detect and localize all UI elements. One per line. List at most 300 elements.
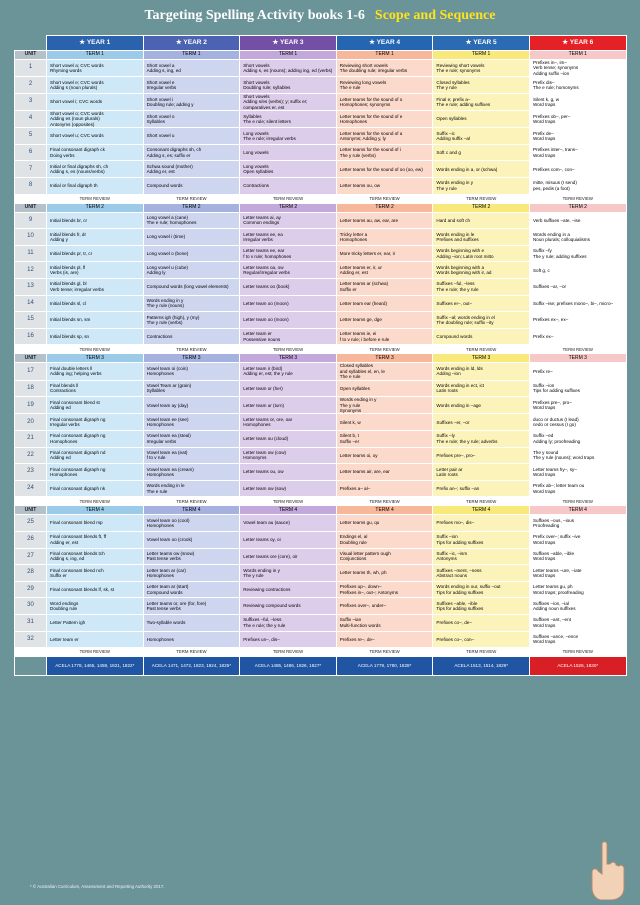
unit-cell: Letter teams gu, qu bbox=[336, 515, 433, 532]
term-label: TERM 4 bbox=[240, 506, 337, 515]
unit-cell: Tricky letter a Homophones bbox=[336, 229, 433, 246]
unit-cell: Suffixes –ant, –ent Word traps bbox=[529, 614, 626, 631]
unit-row bbox=[15, 312, 627, 329]
year-header-5: ★ YEAR 5 bbox=[433, 36, 530, 51]
unit-cell: Long vowels Open syllables bbox=[240, 161, 337, 178]
term-review-row bbox=[15, 345, 627, 354]
unit-cell: Letter teams ee, ear f to v rule; homophones bbox=[240, 245, 337, 262]
unit-cell: duco or ductus (I lead) cedo or cessus (I go) bbox=[529, 414, 626, 431]
unit-cell: Closed syllables The y rule bbox=[433, 77, 530, 94]
term-label: TERM 3 bbox=[143, 354, 240, 363]
unit-row bbox=[15, 397, 627, 414]
unit-cell: Words beginning with a Words beginning with ir, ad bbox=[433, 262, 530, 279]
unit-cell: Silent k, w bbox=[336, 414, 433, 431]
unit-cell: Short vowel a; CVC words Rhyming words bbox=[47, 60, 144, 77]
unit-number: 2 bbox=[15, 77, 47, 94]
term-header-row bbox=[15, 354, 627, 363]
unit-number: 15 bbox=[15, 312, 47, 329]
unit-cell: Suffixes –able, –ible Word traps bbox=[529, 548, 626, 565]
unit-cell: Short vowel o; CVC words Adding es (noun plurals) Antonyms (opposites) bbox=[47, 111, 144, 128]
term-review-label: TERM REVIEW bbox=[143, 648, 240, 657]
unit-row bbox=[15, 380, 627, 397]
unit-label: UNIT bbox=[15, 51, 47, 60]
unit-row bbox=[15, 229, 627, 246]
unit-cell: Letter teams ge, dge bbox=[336, 312, 433, 329]
unit-cell: Letter pair ar Latin roots bbox=[433, 464, 530, 481]
unit-number: 18 bbox=[15, 380, 47, 397]
unit-cell: Suffixes –ful, –less The e rule; the y rule bbox=[240, 614, 337, 631]
unit-cell: Consonant digraphs sh, ch Adding s, es; suffix er bbox=[143, 144, 240, 161]
unit-cell: Silent k, g, w Word traps bbox=[529, 93, 626, 110]
unit-cell: Suffixes –ance, –ence Word traps bbox=[529, 631, 626, 648]
pointing-hand-icon bbox=[588, 840, 628, 900]
term-review-label: TERM REVIEW bbox=[529, 345, 626, 354]
unit-row bbox=[15, 548, 627, 565]
unit-number: 24 bbox=[15, 480, 47, 497]
unit-cell: Syllables The e rule; silent letters bbox=[240, 111, 337, 128]
unit-cell: Letter Pattern igh bbox=[47, 614, 144, 631]
unit-cell: Reviewing short vowels The e rule; synonyms bbox=[433, 60, 530, 77]
acela-code: ACELA 1485, 1486, 1826, 1827* bbox=[240, 657, 337, 676]
term-review-row bbox=[15, 648, 627, 657]
unit-cell: Prefixes co–, con– bbox=[433, 631, 530, 648]
term-review-label: TERM REVIEW bbox=[240, 345, 337, 354]
unit-cell: Letter teams ow (snow) Past tense verbs bbox=[143, 548, 240, 565]
unit-row bbox=[15, 178, 627, 195]
unit-cell: Suffix –ic, –ism Antonyms bbox=[433, 548, 530, 565]
unit-cell: Letter teams ai, ay Common endings bbox=[240, 212, 337, 229]
term-header-row bbox=[15, 203, 627, 212]
unit-cell: Words ending in le Prefixes and suffixes bbox=[433, 229, 530, 246]
unit-cell: Letter team ur (turn) bbox=[240, 397, 337, 414]
unit-cell: Final consonant blend nch Suffix er bbox=[47, 565, 144, 582]
unit-cell: Letter team er Possessive nouns bbox=[240, 328, 337, 345]
term-review-label: TERM REVIEW bbox=[240, 497, 337, 506]
unit-cell: Homophones bbox=[143, 631, 240, 648]
unit-cell: Letter team ar (start) Compound words bbox=[143, 581, 240, 598]
term-label: TERM 2 bbox=[47, 203, 144, 212]
title-highlight: Scope and Sequence bbox=[374, 8, 496, 23]
unit-number: 13 bbox=[15, 279, 47, 296]
unit-cell: The y sound The y rule (nouns); word traps bbox=[529, 447, 626, 464]
unit-cell: Prefixes inter–, trans– Word traps bbox=[529, 144, 626, 161]
unit-cell: Short vowel u; CVC words bbox=[47, 128, 144, 145]
footnote: * © Australian Curriculum, Assessment and Reporting Authority 2017. bbox=[30, 884, 165, 889]
unit-cell: Letter teams for the sound of i The y rule (verbs) bbox=[336, 144, 433, 161]
unit-cell: Contractions bbox=[240, 178, 337, 195]
unit-cell: Letter teams –ure, –iate Word traps bbox=[529, 565, 626, 582]
unit-cell: Final consonant digraph ng Homophones bbox=[47, 431, 144, 448]
unit-cell: Words ending in y The y rule (nouns) bbox=[143, 295, 240, 312]
term-label: TERM 1 bbox=[47, 51, 144, 60]
unit-cell: Silent b, t Suffix –er bbox=[336, 431, 433, 448]
unit-number: 29 bbox=[15, 581, 47, 598]
unit-cell: Initial or final digraph th bbox=[47, 178, 144, 195]
unit-cell: More tricky letters er, ear, ir bbox=[336, 245, 433, 262]
unit-cell: Short vowels Adding s, es (nouns); adding ing, ed (verbs) bbox=[240, 60, 337, 77]
unit-row bbox=[15, 581, 627, 598]
unit-cell: Reviewing compound words bbox=[240, 598, 337, 615]
term-review-label: TERM REVIEW bbox=[143, 194, 240, 203]
unit-number: 21 bbox=[15, 431, 47, 448]
unit-number: 17 bbox=[15, 363, 47, 380]
unit-cell: Prefixes pre–, pro– Word traps bbox=[529, 397, 626, 414]
term-review-label: TERM REVIEW bbox=[433, 194, 530, 203]
unit-cell: Open syllables bbox=[433, 111, 530, 128]
unit-cell: Words ending in y The y rule bbox=[433, 178, 530, 195]
unit-number: 23 bbox=[15, 464, 47, 481]
unit-cell: Suffix –ly The e rule; the y rule; adverbs bbox=[433, 431, 530, 448]
unit-row bbox=[15, 363, 627, 380]
term-label: TERM 3 bbox=[47, 354, 144, 363]
unit-cell: Words ending in a, or (schwa) bbox=[433, 161, 530, 178]
unit-cell: Prefix de– Word traps bbox=[529, 128, 626, 145]
unit-label: UNIT bbox=[15, 354, 47, 363]
year-header-3: ★ YEAR 3 bbox=[240, 36, 337, 51]
unit-cell: Suffix –ion Tips for adding suffixes bbox=[433, 531, 530, 548]
unit-cell: Final consonant blends ft, ff Adding er, est bbox=[47, 531, 144, 548]
unit-cell: Letter team oo (moon) bbox=[240, 312, 337, 329]
unit-label: UNIT bbox=[15, 203, 47, 212]
review-spacer bbox=[15, 345, 47, 354]
acela-spacer bbox=[15, 657, 47, 676]
unit-cell: Initial or final digraphs sh, ch Adding s, es (nouns/verbs) bbox=[47, 161, 144, 178]
unit-cell: Word endings Doubling rule bbox=[47, 598, 144, 615]
unit-cell: Open syllables bbox=[336, 380, 433, 397]
unit-row bbox=[15, 262, 627, 279]
unit-cell: Suffixes –er, –or bbox=[433, 414, 530, 431]
unit-cell: Letter teams gu, ph Word traps; proofreading bbox=[529, 581, 626, 598]
unit-cell: Final consonant blend mp bbox=[47, 515, 144, 532]
unit-cell: Final e; prefix a– The e rule; adding suffixes bbox=[433, 93, 530, 110]
unit-cell: Letter team ear (heard) bbox=[336, 295, 433, 312]
unit-cell: Suffixes –ion, –ial Adding noun suffixes bbox=[529, 598, 626, 615]
unit-cell: Vowel Team ar (grain) Syllables bbox=[143, 380, 240, 397]
unit-cell: Short vowel i Doubling rule; adding y bbox=[143, 93, 240, 110]
term-label: TERM 2 bbox=[143, 203, 240, 212]
unit-cell: Letter team ow (sow) bbox=[240, 480, 337, 497]
unit-cell: Short vowel e Irregular verbs bbox=[143, 77, 240, 94]
year-header-2: ★ YEAR 2 bbox=[143, 36, 240, 51]
unit-row bbox=[15, 328, 627, 345]
term-label: TERM 2 bbox=[336, 203, 433, 212]
term-label: TERM 1 bbox=[336, 51, 433, 60]
unit-cell: Final consonant digraph nk bbox=[47, 480, 144, 497]
unit-number: 28 bbox=[15, 565, 47, 582]
unit-cell: Letter teams hy–, sy– Word traps bbox=[529, 464, 626, 481]
unit-cell: Soft c and g bbox=[433, 144, 530, 161]
unit-cell: Long vowel i (time) bbox=[143, 229, 240, 246]
unit-cell: Initial blends pl, fl Verbs (is, are) bbox=[47, 262, 144, 279]
term-review-label: TERM REVIEW bbox=[143, 497, 240, 506]
unit-number: 32 bbox=[15, 631, 47, 648]
unit-cell: Vowel team oi (coin) Homophones bbox=[143, 363, 240, 380]
unit-cell: Soft g, c bbox=[529, 262, 626, 279]
unit-cell: Letter team or (her) bbox=[240, 380, 337, 397]
unit-cell: Suffixes –ment, –ness Abstract nouns bbox=[433, 565, 530, 582]
unit-cell: Reviewing long vowels The e rule bbox=[336, 77, 433, 94]
unit-cell: Short vowel u bbox=[143, 128, 240, 145]
unit-cell: Suffix –ic Adding suffix –al bbox=[433, 128, 530, 145]
unit-cell: Vowel team ea (steal) Irregular verbs bbox=[143, 431, 240, 448]
unit-cell: Prefixes ex–, ex– bbox=[529, 312, 626, 329]
term-label: TERM 3 bbox=[336, 354, 433, 363]
year-header-4: ★ YEAR 4 bbox=[336, 36, 433, 51]
unit-cell: Prefix over–; suffix –ive Word traps bbox=[529, 531, 626, 548]
unit-cell: Initial blends sn, sm bbox=[47, 312, 144, 329]
unit-cell: Long vowel u (cube) Adding ly bbox=[143, 262, 240, 279]
unit-number: 3 bbox=[15, 93, 47, 110]
unit-cell: Initial blends pr, tr, cr bbox=[47, 245, 144, 262]
term-review-label: TERM REVIEW bbox=[336, 648, 433, 657]
unit-cell: Letter teams th, wh, ph bbox=[336, 565, 433, 582]
unit-cell: Suffixes er–, out– bbox=[433, 295, 530, 312]
term-review-row bbox=[15, 497, 627, 506]
term-review-label: TERM REVIEW bbox=[433, 345, 530, 354]
unit-cell: Closed syllables and syllables el, en, le The e rule bbox=[336, 363, 433, 380]
unit-cell: Hard and soft ch bbox=[433, 212, 530, 229]
unit-cell: Prefixes com–, con– bbox=[529, 161, 626, 178]
unit-row bbox=[15, 144, 627, 161]
unit-cell: Prefixes in–, im– Verb tense; synonyms Adding suffix –ion bbox=[529, 60, 626, 77]
unit-cell: Reviewing short vowels The doubling rule; irregular verbs bbox=[336, 60, 433, 77]
year-header-row bbox=[15, 36, 627, 51]
unit-cell: Prefixes up–, down– Prefixes in–, out–; Antonyms bbox=[336, 581, 433, 598]
unit-cell: Final consonant blend st Adding ed bbox=[47, 397, 144, 414]
term-label: TERM 1 bbox=[433, 51, 530, 60]
unit-number: 16 bbox=[15, 328, 47, 345]
term-label: TERM 3 bbox=[529, 354, 626, 363]
unit-cell: Letter teams ou, ow bbox=[336, 178, 433, 195]
unit-cell: Words ending in –age bbox=[433, 397, 530, 414]
unit-cell: Contractions bbox=[143, 328, 240, 345]
year-header-6: ★ YEAR 6 bbox=[529, 36, 626, 51]
unit-cell: Vowel team oo (crook) bbox=[143, 531, 240, 548]
unit-cell: Letter teams ee, ea Irregular verbs bbox=[240, 229, 337, 246]
unit-row bbox=[15, 128, 627, 145]
unit-cell: Schwa sound (mother) Adding er, est bbox=[143, 161, 240, 178]
term-review-label: TERM REVIEW bbox=[240, 194, 337, 203]
term-review-label: TERM REVIEW bbox=[529, 648, 626, 657]
unit-cell: Words ending in ect, ict Latin roots bbox=[433, 380, 530, 397]
unit-cell: Suffix –ian Multi-function words bbox=[336, 614, 433, 631]
unit-number: 6 bbox=[15, 144, 47, 161]
unit-row bbox=[15, 614, 627, 631]
unit-cell: Letter teams au, aw, ear, are bbox=[336, 212, 433, 229]
unit-cell: Final consonant digraph ng Homophones bbox=[47, 464, 144, 481]
unit-cell: Letter teams for the sound of e Homophones bbox=[336, 111, 433, 128]
unit-cell: Prefix dis– The e rule; homonyms bbox=[529, 77, 626, 94]
unit-cell: Suffixes –ous, –ious Proofreading bbox=[529, 515, 626, 532]
unit-cell: Final consonant blends tch Adding s, ing, ed bbox=[47, 548, 144, 565]
term-label: TERM 4 bbox=[336, 506, 433, 515]
unit-cell: Final consonant digraph ck Doing verbs bbox=[47, 144, 144, 161]
term-label: TERM 4 bbox=[143, 506, 240, 515]
unit-cell: Final blends ll Contractions bbox=[47, 380, 144, 397]
unit-cell: Compound words bbox=[143, 178, 240, 195]
term-header-row bbox=[15, 506, 627, 515]
unit-row bbox=[15, 431, 627, 448]
unit-cell: Words ending in y The y rule Synonyms bbox=[336, 397, 433, 414]
term-label: TERM 1 bbox=[240, 51, 337, 60]
term-review-label: TERM REVIEW bbox=[336, 497, 433, 506]
unit-cell: Suffix –ise; prefixes mono–, bi–, micro– bbox=[529, 295, 626, 312]
unit-cell: Vowel team oo (cool) Homophones bbox=[143, 515, 240, 532]
header-corner bbox=[15, 36, 47, 51]
unit-cell: Prefixes co–, de– bbox=[433, 614, 530, 631]
unit-cell: Initial blends br, cr bbox=[47, 212, 144, 229]
unit-row bbox=[15, 565, 627, 582]
unit-cell: Patterns igh (high), y (my) The y rule (verbs) bbox=[143, 312, 240, 329]
term-label: TERM 2 bbox=[433, 203, 530, 212]
review-spacer bbox=[15, 497, 47, 506]
term-review-label: TERM REVIEW bbox=[433, 648, 530, 657]
unit-cell: Short vowels Doubling rule; syllables bbox=[240, 77, 337, 94]
unit-number: 7 bbox=[15, 161, 47, 178]
unit-number: 19 bbox=[15, 397, 47, 414]
unit-cell: Prefixes pre–, pro– bbox=[433, 447, 530, 464]
unit-cell: Short vowels Adding s/es (verbs); y; suffix er; comparatives er, est bbox=[240, 93, 337, 110]
unit-number: 14 bbox=[15, 295, 47, 312]
term-review-label: TERM REVIEW bbox=[47, 345, 144, 354]
unit-number: 31 bbox=[15, 614, 47, 631]
unit-row bbox=[15, 414, 627, 431]
acela-code: ACELA 1513, 1514, 1829* bbox=[433, 657, 530, 676]
unit-cell: Prefixes a– al– bbox=[336, 480, 433, 497]
unit-cell: Compound words (long vowel elements) bbox=[143, 279, 240, 296]
unit-cell: Reviewing contractions bbox=[240, 581, 337, 598]
unit-cell: Letter teams oo (book) bbox=[240, 279, 337, 296]
review-spacer bbox=[15, 194, 47, 203]
unit-cell: Final consonant blends lf, sk, st bbox=[47, 581, 144, 598]
unit-cell: Short vowel i; CVC words bbox=[47, 93, 144, 110]
unit-cell: Short vowel o Syllables bbox=[143, 111, 240, 128]
review-spacer bbox=[15, 648, 47, 657]
term-review-label: TERM REVIEW bbox=[47, 648, 144, 657]
unit-cell: Long vowels bbox=[240, 144, 337, 161]
unit-cell: Initial blends sl, cl bbox=[47, 295, 144, 312]
term-review-row bbox=[15, 194, 627, 203]
unit-cell: Letter teams ore (core), oir bbox=[240, 548, 337, 565]
year-header-1: ★ YEAR 1 bbox=[47, 36, 144, 51]
unit-cell: Two-syllable words bbox=[143, 614, 240, 631]
unit-cell: Final consonant digraph ng Irregular verbs bbox=[47, 414, 144, 431]
unit-cell: Prefix re– bbox=[529, 363, 626, 380]
unit-row bbox=[15, 60, 627, 77]
unit-cell: Suffixes –ar, –or bbox=[529, 279, 626, 296]
unit-cell: Long vowels The e rule; irregular verbs bbox=[240, 128, 337, 145]
unit-cell: Suffixes –ful, –less The e rule; the y rule bbox=[433, 279, 530, 296]
unit-cell: Long vowel a (cane) The e rule; homophones bbox=[143, 212, 240, 229]
unit-cell: mitte, misuus (I send) pes, pedis (a foot) bbox=[529, 178, 626, 195]
unit-row bbox=[15, 93, 627, 110]
unit-number: 4 bbox=[15, 111, 47, 128]
unit-cell: Words ending in le The e rule bbox=[143, 480, 240, 497]
term-review-label: TERM REVIEW bbox=[143, 345, 240, 354]
unit-row bbox=[15, 279, 627, 296]
unit-cell: Suffix –al; words ending in el The doubling rule; suffix –ity bbox=[433, 312, 530, 329]
unit-number: 26 bbox=[15, 531, 47, 548]
unit-row bbox=[15, 515, 627, 532]
unit-cell: Letter teams oi, oy bbox=[336, 447, 433, 464]
unit-cell: Letter team ir (bird) Adding er, est; the y rule bbox=[240, 363, 337, 380]
unit-cell: Initial blends fr, dr Adding y bbox=[47, 229, 144, 246]
unit-row bbox=[15, 464, 627, 481]
unit-cell: Words ending in ld, lds Adding –ion bbox=[433, 363, 530, 380]
unit-row bbox=[15, 447, 627, 464]
unit-number: 20 bbox=[15, 414, 47, 431]
unit-cell: Letter team er bbox=[47, 631, 144, 648]
unit-row bbox=[15, 480, 627, 497]
unit-cell: Letter teams or, ore, oar Homophones bbox=[240, 414, 337, 431]
unit-row bbox=[15, 245, 627, 262]
term-review-label: TERM REVIEW bbox=[529, 497, 626, 506]
unit-cell: Endings el, al Doubling rule bbox=[336, 531, 433, 548]
unit-cell: Letter teams for the sound of o Homophones; synonyms bbox=[336, 93, 433, 110]
unit-cell: Letter teams er, ir, ur Adding er, est bbox=[336, 262, 433, 279]
unit-row bbox=[15, 598, 627, 615]
unit-cell: Letter teams ie, ei f to v rule; i before e rule bbox=[336, 328, 433, 345]
unit-cell: Prefixes re–, de– bbox=[336, 631, 433, 648]
unit-number: 1 bbox=[15, 60, 47, 77]
unit-cell: Prefixes mo–, dis– bbox=[433, 515, 530, 532]
unit-cell: Letter teams or, ore (for, fore) Past tense verbs bbox=[143, 598, 240, 615]
unit-cell: Letter teams ar (schwa) Suffix er bbox=[336, 279, 433, 296]
term-label: TERM 3 bbox=[240, 354, 337, 363]
unit-number: 10 bbox=[15, 229, 47, 246]
unit-number: 25 bbox=[15, 515, 47, 532]
unit-label: UNIT bbox=[15, 506, 47, 515]
unit-cell: Suffix –ion Tips for adding suffixes bbox=[529, 380, 626, 397]
term-review-label: TERM REVIEW bbox=[433, 497, 530, 506]
term-header-row bbox=[15, 51, 627, 60]
unit-cell: Vowel team ee (see) Homophones bbox=[143, 414, 240, 431]
unit-cell: Letter team ow (cow) Homonyms bbox=[240, 447, 337, 464]
unit-number: 22 bbox=[15, 447, 47, 464]
unit-cell: Suffix –fy The y rule; adding suffixes bbox=[529, 245, 626, 262]
unit-number: 5 bbox=[15, 128, 47, 145]
term-label: TERM 4 bbox=[529, 506, 626, 515]
acela-row bbox=[15, 657, 627, 676]
unit-cell: Words ending in a Noun plurals; colloquialisms bbox=[529, 229, 626, 246]
term-label: TERM 3 bbox=[433, 354, 530, 363]
unit-cell: Short vowel a Adding s, ing, ed bbox=[143, 60, 240, 77]
unit-cell: Letter teams for the sound of oo (oo, ew) bbox=[336, 161, 433, 178]
term-review-label: TERM REVIEW bbox=[529, 194, 626, 203]
unit-number: 8 bbox=[15, 178, 47, 195]
term-label: TERM 2 bbox=[529, 203, 626, 212]
unit-cell: Visual letter pattern ough Conjunctions bbox=[336, 548, 433, 565]
term-review-label: TERM REVIEW bbox=[47, 194, 144, 203]
unit-cell: Letter teams air, are, ear bbox=[336, 464, 433, 481]
unit-row bbox=[15, 77, 627, 94]
unit-cell: Prefix ex– bbox=[529, 328, 626, 345]
term-review-label: TERM REVIEW bbox=[240, 648, 337, 657]
unit-row bbox=[15, 295, 627, 312]
unit-cell: Words ending in y The y rule bbox=[240, 565, 337, 582]
term-review-label: TERM REVIEW bbox=[336, 345, 433, 354]
unit-cell: Prefixes over–, under– bbox=[336, 598, 433, 615]
unit-number: 30 bbox=[15, 598, 47, 615]
term-review-label: TERM REVIEW bbox=[47, 497, 144, 506]
page-title bbox=[0, 8, 640, 24]
unit-cell: Initial blends sp, sn bbox=[47, 328, 144, 345]
unit-row bbox=[15, 631, 627, 648]
unit-cell: Letter teams oy, oi bbox=[240, 531, 337, 548]
unit-cell: Letter teams oa, ow Regular/irregular verbs bbox=[240, 262, 337, 279]
unit-cell: Letter teams ou, ow bbox=[240, 464, 337, 481]
unit-row bbox=[15, 161, 627, 178]
